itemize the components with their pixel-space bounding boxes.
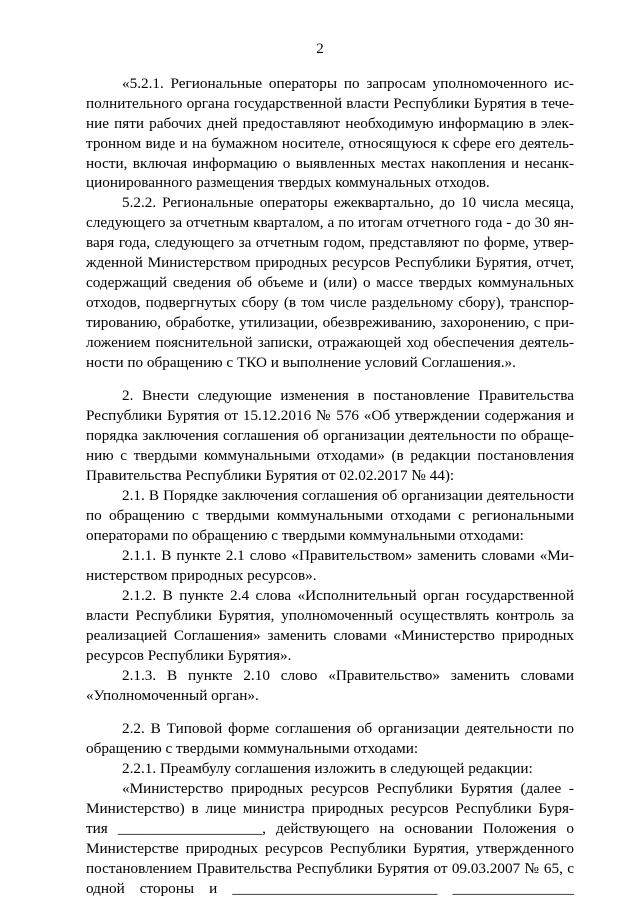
text-line: одной стороны и ___________________________ ________________ [86, 880, 574, 897]
text-line: «Министерство природных ресурсов Республики Бурятия (далее - [122, 780, 574, 797]
text-line: Министерстве природных ресурсов Республики Бурятия, утвержденного [86, 840, 574, 857]
text-line: полнительного органа государственной власти Республики Бурятия в тече- [86, 95, 574, 112]
text-line: порядка заключения соглашения об организации деятельности по обраще- [86, 427, 574, 444]
text-line: «Уполномоченный орган». [86, 687, 259, 704]
text-line: 2.1.1. В пункте 2.1 слово «Правительством» заменить словами «Ми- [122, 547, 574, 564]
text-line: операторами по обращению с твердыми коммунальными отходами: [86, 527, 524, 544]
text-line: следующего за отчетным кварталом, а по итогам отчетного года - до 30 ян- [86, 214, 574, 231]
text-line: постановлением Правительства Республики Бурятия от 09.03.2007 № 65, с [86, 860, 574, 877]
text-line: по обращению с твердыми коммунальными отходами с региональными [86, 507, 574, 524]
text-line: нию с твердыми коммунальными отходами» (в редакции постановления [86, 447, 574, 464]
text-line: Республики Бурятия от 15.12.2016 № 576 «Об утверждении содержания и [86, 407, 574, 424]
text-line: 2.2. В Типовой форме соглашения об организации деятельности по [122, 720, 574, 737]
text-line: тия ___________________, действующего на основании Положения о [86, 820, 574, 837]
text-line: ресурсов Республики Бурятия». [86, 647, 292, 664]
text-line: ности, включая информацию о выявленных местах накопления и несанк- [86, 155, 574, 172]
text-line: ложением пояснительной записки, отражающей ход обеспечения деятель- [86, 334, 574, 351]
text-line: ционированного размещения твердых коммунальных отходов. [86, 174, 490, 191]
text-line: нистерством природных ресурсов». [86, 567, 317, 584]
text-line: 2.2.1. Преамбулу соглашения изложить в следующей редакции: [122, 760, 533, 777]
text-line: 2.1.2. В пункте 2.4 слова «Исполнительный орган государственной [122, 587, 574, 604]
text-line: «5.2.1. Региональные операторы по запросам уполномоченного ис- [122, 75, 574, 92]
page-number: 2 [316, 41, 324, 57]
text-line: жденной Министерством природных ресурсов Республики Бурятия, отчет, [86, 254, 574, 271]
text-line: 5.2.2. Региональные операторы ежеквартально, до 10 числа месяца, [122, 194, 574, 211]
text-line: власти Республики Бурятия, уполномоченный осуществлять контроль за [86, 607, 574, 624]
text-line: реализацией Соглашения» заменить словами «Министерство природных [86, 627, 574, 644]
text-line: ние пяти рабочих дней предоставляют необходимую информацию в элек- [86, 115, 574, 132]
text-line: 2.1.3. В пункте 2.10 слово «Правительство» заменить словами [122, 667, 574, 684]
text-line: тронном виде и на бумажном носителе, относящуюся к сфере его деятель- [86, 135, 574, 152]
text-line: варя года, следующего за отчетным годом, представляют по форме, утвер- [86, 234, 574, 251]
text-line: отходов, подвергнутых сбору (в том числе раздельному сбору), транспор- [86, 294, 574, 311]
text-line: 2. Внести следующие изменения в постановление Правительства [122, 387, 574, 404]
text-line: тированию, обработке, утилизации, обезвреживанию, захоронению, с при- [86, 314, 574, 331]
text-line: ности по обращению с ТКО и выполнение условий Соглашения.». [86, 354, 516, 371]
text-line: 2.1. В Порядке заключения соглашения об организации деятельности [122, 487, 574, 504]
text-line: Правительства Республики Бурятия от 02.02.2017 № 44): [86, 467, 455, 484]
text-line: содержащий сведения об объеме и (или) о массе твердых коммунальных [86, 274, 574, 291]
text-line: обращению с твердыми коммунальными отходами: [86, 740, 419, 757]
text-line: Министерство) в лице министра природных ресурсов Республики Буря- [86, 800, 574, 817]
